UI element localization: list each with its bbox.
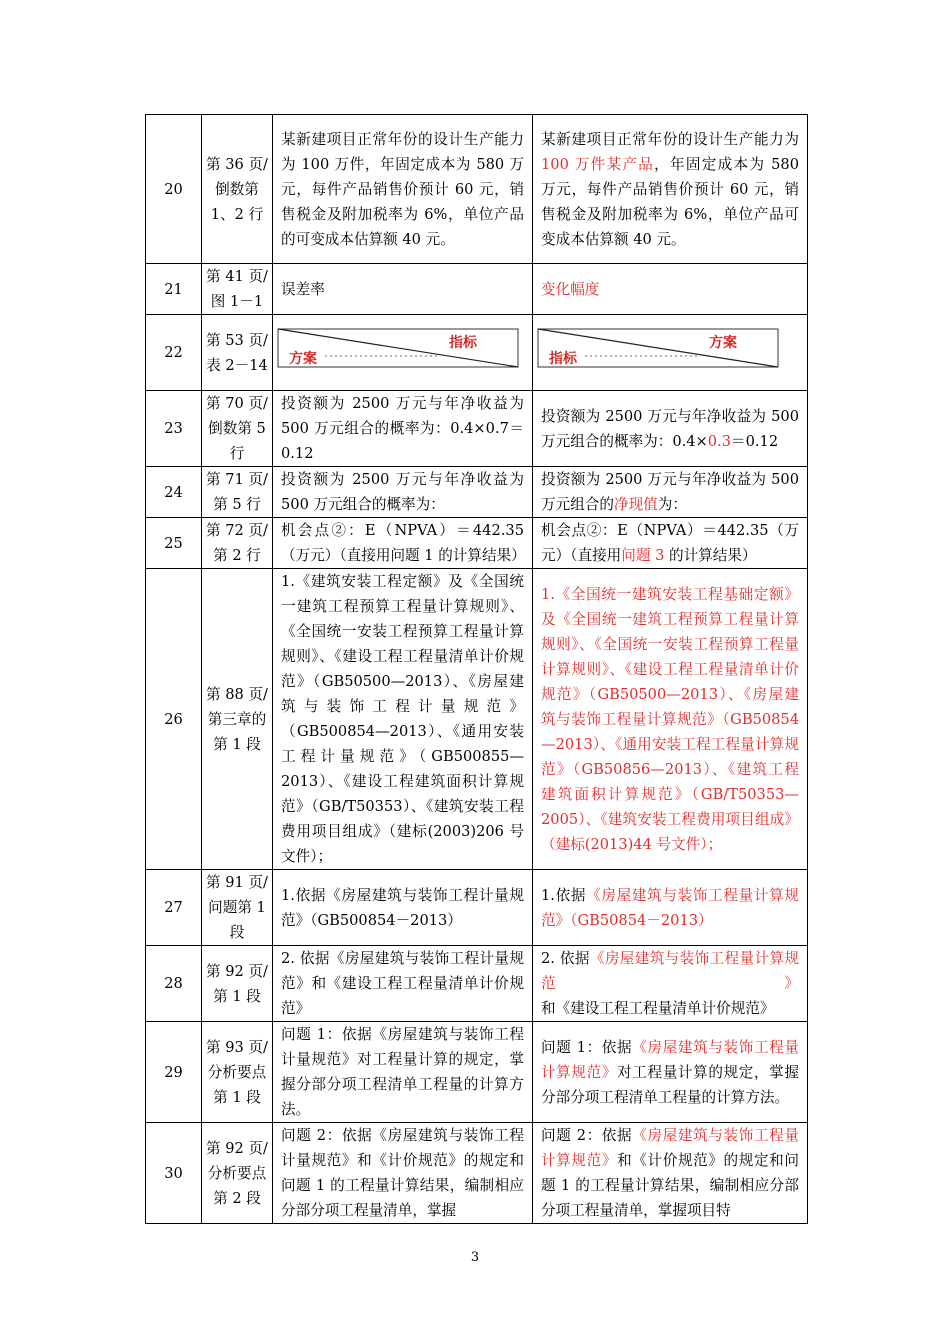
corrected-segment: 净现值 bbox=[613, 496, 658, 513]
corrected-segment: 《房屋建筑与装饰工程量计算规范》 bbox=[541, 1038, 799, 1081]
row-number: 25 bbox=[146, 518, 202, 569]
row-location: 第 41 页/图 1－1 bbox=[202, 264, 273, 315]
row-location: 第 92 页/分析要点第 2 段 bbox=[202, 1123, 273, 1224]
corrected-segment: 0.3 bbox=[707, 432, 732, 450]
corrected-text-cell bbox=[533, 264, 808, 315]
corrected-segment: 变化幅度 bbox=[541, 280, 600, 298]
unchanged-segment: 的计算结果） bbox=[664, 547, 757, 564]
errata-row bbox=[146, 518, 808, 569]
corrected-text-cell bbox=[533, 1123, 808, 1224]
unchanged-segment: 投资额为 2500 万元与年净收益为 500 万元组合的 bbox=[541, 471, 799, 513]
unchanged-segment: 为： bbox=[657, 496, 687, 513]
errata-row bbox=[146, 1123, 808, 1224]
row-number: 30 bbox=[146, 1123, 202, 1224]
unchanged-segment: 机会点②：E（NPVA）＝442.35（万元）（直接用 bbox=[541, 522, 799, 564]
corrected-text-cell bbox=[533, 870, 808, 946]
unchanged-segment: 问题 2：依据 bbox=[541, 1127, 633, 1144]
original-text-cell: 2. 依据《房屋建筑与装饰工程计量规范》和《建设工程工程量清单计价规范》 bbox=[273, 946, 533, 1022]
row-location: 第 91 页/问题第 1 段 bbox=[202, 870, 273, 946]
errata-row bbox=[146, 115, 808, 264]
original-text-cell: 投资额为 2500 万元与年净收益为 500 万元组合的概率为：0.4×0.7＝0.12 bbox=[273, 391, 533, 467]
unchanged-segment: ＝0.12 bbox=[731, 432, 779, 450]
row-location: 第 36 页/倒数第 1、2 行 bbox=[202, 115, 273, 264]
unchanged-segment: 和《计价规范》的规定和问题 1 的工程量计算结果，编制相应分部分项工程量清单，掌握项目特 bbox=[541, 1152, 799, 1219]
unchanged-segment: 1.依据 bbox=[541, 886, 587, 904]
unchanged-segment: 某新建项目正常年份的设计生产能力为 bbox=[541, 130, 799, 148]
corrected-text-cell bbox=[533, 518, 808, 569]
original-text-cell: 投资额为 2500 万元与年净收益为 500 万元组合的概率为： bbox=[273, 467, 533, 518]
corrected-text-cell bbox=[533, 569, 808, 870]
unchanged-segment: 投资额为 2500 万元与年净收益为 500 万元组合的概率为：0.4× bbox=[541, 407, 799, 450]
errata-row bbox=[146, 467, 808, 518]
header-diagonal-diagram bbox=[277, 325, 522, 373]
corrected-segment: 1.《全国统一建筑安装工程基础定额》及《全国统一建筑工程预算工程量计算规则》、《全国统一安装工程预算工程量计算规则》、《建设工程工程量清单计价规范》（GB50500—2013）、《房屋建筑与装饰工程量计算规范》（GB50854—2013）、《通用安装工程工程量计算规范》（GB50856—2013）、《建筑工程建筑面积计算规范》（GB/T50353—2005）、《建筑安装工程费用项目组成》（建标(2013)44 号文件）； bbox=[541, 585, 799, 853]
errata-row bbox=[146, 315, 808, 391]
corrected-text-cell bbox=[533, 391, 808, 467]
unchanged-segment: 对工程量计算的规定，掌握分部分项工程清单工程量的计算方法。 bbox=[541, 1063, 799, 1106]
unchanged-segment: 2. 依据 bbox=[541, 950, 590, 967]
row-number: 27 bbox=[146, 870, 202, 946]
errata-table bbox=[145, 114, 808, 1224]
row-location: 第 70 页/倒数第 5 行 bbox=[202, 391, 273, 467]
corrected-segment: 《房屋建筑与装饰工程量计算规范》 bbox=[541, 1127, 799, 1169]
page-number: 3 bbox=[470, 1250, 480, 1265]
row-number: 24 bbox=[146, 467, 202, 518]
original-text-cell: 问题 2：依据《房屋建筑与装饰工程计量规范》和《计价规范》的规定和问题 1 的工程量计算结果，编制相应分部分项工程量清单，掌握 bbox=[273, 1123, 533, 1224]
row-number: 21 bbox=[146, 264, 202, 315]
errata-row bbox=[146, 870, 808, 946]
corrected-segment: 《房屋建筑与装饰工程量计算规范》 bbox=[541, 950, 799, 992]
original-text-cell: 某新建项目正常年份的设计生产能力为 100 万件，年固定成本为 580 万元，每件产品销售价预计 60 元，销售税金及附加税率为 6%，单位产品的可变成本估算额 40 元。 bbox=[273, 115, 533, 264]
original-text-cell bbox=[273, 315, 533, 391]
row-number: 29 bbox=[146, 1022, 202, 1123]
corrected-text-cell bbox=[533, 467, 808, 518]
row-location: 第 88 页/第三章的第 1 段 bbox=[202, 569, 273, 870]
original-text-cell: 问题 1：依据《房屋建筑与装饰工程计量规范》对工程量计算的规定，掌握分部分项工程清单工程量的计算方法。 bbox=[273, 1022, 533, 1123]
errata-row bbox=[146, 1022, 808, 1123]
corrected-segment: 问题 3 bbox=[621, 547, 665, 564]
row-location: 第 93 页/分析要点第 1 段 bbox=[202, 1022, 273, 1123]
row-number: 26 bbox=[146, 569, 202, 870]
row-number: 28 bbox=[146, 946, 202, 1022]
unchanged-segment: 和《建设工程工程量清单计价规范》 bbox=[541, 1000, 775, 1017]
errata-row bbox=[146, 946, 808, 1022]
corrected-text-cell bbox=[533, 1022, 808, 1123]
diagonal-upper-label: 指标 bbox=[449, 334, 477, 351]
row-location: 第 92 页/第 1 段 bbox=[202, 946, 273, 1022]
original-text-cell: 误差率 bbox=[273, 264, 533, 315]
header-diagonal-diagram bbox=[537, 325, 782, 373]
corrected-text-cell bbox=[533, 946, 808, 1022]
original-text-cell: 1.《建筑安装工程定额》及《全国统一建筑工程预算工程量计算规则》、《全国统一安装工程预算工程量计算规则》、《建设工程工程量清单计价规范》（GB50500—2013）、《房屋建筑与装饰工程计量规范》（GB500854—2013）、《通用安装工程计量规范》（GB500855—2013）、《建设工程建筑面积计算规范》（GB/T50353）、《建筑安装工程费用项目组成》（建标(2003)206 号文件）； bbox=[273, 569, 533, 870]
row-number: 20 bbox=[146, 115, 202, 264]
corrected-text-cell bbox=[533, 115, 808, 264]
errata-row bbox=[146, 569, 808, 870]
row-number: 22 bbox=[146, 315, 202, 391]
errata-row bbox=[146, 391, 808, 467]
row-location: 第 72 页/第 2 行 bbox=[202, 518, 273, 569]
original-text-cell: 机会点②：E（NPVA）＝442.35（万元）（直接用问题 1 的计算结果） bbox=[273, 518, 533, 569]
unchanged-segment: 问题 1：依据 bbox=[541, 1038, 633, 1056]
corrected-segment: 100 万件某产品 bbox=[541, 155, 655, 173]
row-number: 23 bbox=[146, 391, 202, 467]
row-location: 第 53 页/表 2－14 bbox=[202, 315, 273, 391]
original-text-cell: 1.依据《房屋建筑与装饰工程计量规范》（GB500854－2013） bbox=[273, 870, 533, 946]
corrected-segment: 《房屋建筑与装饰工程量计算规范》（GB50854－2013） bbox=[541, 886, 799, 929]
corrected-text-cell bbox=[533, 315, 808, 391]
diagonal-lower-label: 指标 bbox=[549, 350, 577, 367]
errata-table-body bbox=[146, 115, 808, 1224]
diagonal-upper-label: 方案 bbox=[709, 334, 737, 351]
diagonal-lower-label: 方案 bbox=[289, 350, 317, 367]
unchanged-segment: ，年固定成本为 580 万元，每件产品销售价预计 60 元，销售税金及附加税率为 6%，单位产品可变成本估算额 40 元。 bbox=[541, 155, 799, 248]
row-location: 第 71 页/第 5 行 bbox=[202, 467, 273, 518]
errata-row bbox=[146, 264, 808, 315]
